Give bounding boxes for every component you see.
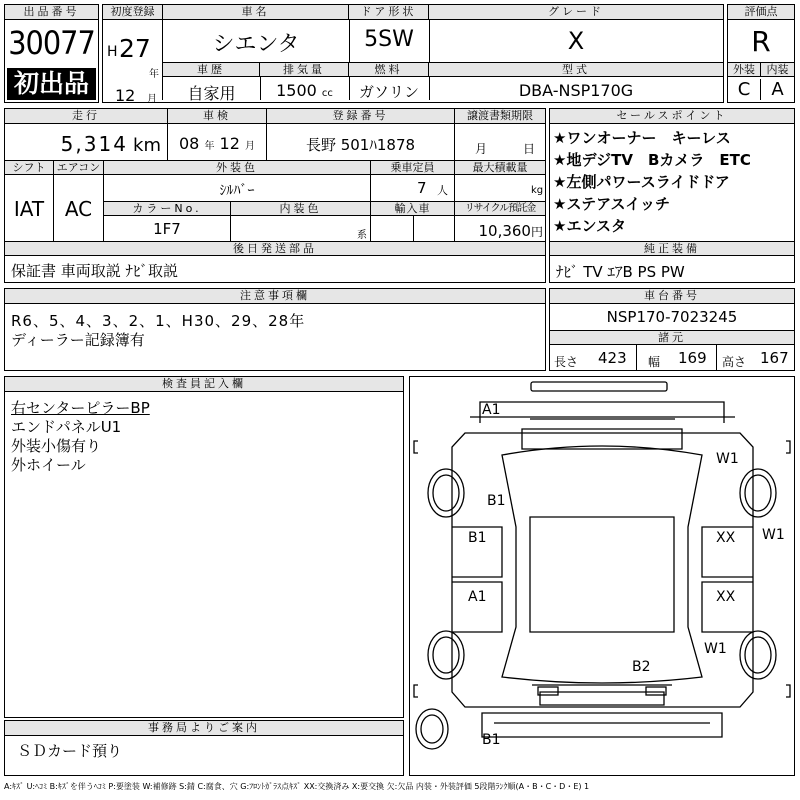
import-divider bbox=[413, 216, 414, 241]
specs-divider bbox=[716, 345, 717, 370]
office-label: 事務局よりご案内 bbox=[5, 721, 403, 736]
lot-number: 30077 bbox=[8, 24, 95, 62]
shift: IAT bbox=[5, 175, 54, 241]
mark-xx-right-door: XX bbox=[716, 530, 736, 546]
top-grid bbox=[102, 4, 724, 103]
sales-point-item: ★左側パワースライドドア bbox=[553, 173, 730, 191]
notes-box bbox=[4, 288, 546, 371]
body-outline bbox=[452, 433, 753, 707]
inspector-line: 外ホイール bbox=[11, 456, 86, 474]
color-no-label: カラーNo. bbox=[104, 201, 231, 216]
interior-label: 内装 bbox=[761, 62, 794, 77]
mark-b2-rear: B2 bbox=[632, 659, 651, 675]
ac-label: エアコン bbox=[54, 160, 104, 175]
rear-right-wheel-inner bbox=[745, 637, 771, 673]
cc-unit: cc bbox=[321, 88, 333, 99]
car-diagram-svg bbox=[410, 377, 794, 775]
length-label: 長さ bbox=[554, 355, 579, 369]
insp-month-unit: 月 bbox=[245, 141, 255, 152]
reg-year: 27 bbox=[119, 34, 151, 63]
capacity bbox=[371, 175, 455, 201]
first-listing-badge: 初出品 bbox=[7, 68, 96, 100]
reg-month-unit: 月 bbox=[147, 94, 157, 105]
mark-w1-rear-right: W1 bbox=[704, 641, 727, 657]
height-label: 高さ bbox=[722, 355, 747, 369]
color-no: 1F7 bbox=[104, 216, 231, 241]
mark-b1-left: B1 bbox=[487, 493, 506, 509]
inspector-line: 右センターピラーBP bbox=[11, 399, 150, 417]
sales-points-box bbox=[549, 108, 795, 283]
transfer-month: 月 bbox=[475, 142, 488, 156]
first-reg-cell bbox=[103, 20, 163, 105]
shift-label: シフト bbox=[5, 160, 54, 175]
equipment-text: ﾅﾋﾞ TV ｴｱB PS PW bbox=[556, 263, 685, 281]
transfer-label: 譲渡書類期限 bbox=[455, 109, 545, 124]
reg-month: 12 bbox=[115, 86, 136, 105]
load bbox=[455, 175, 545, 201]
mileage-value: 5,314 bbox=[60, 132, 128, 156]
capacity-unit: 人 bbox=[437, 184, 448, 197]
door-type: 5SW bbox=[364, 27, 414, 52]
inspection bbox=[168, 124, 267, 160]
import-label: 輸入車 bbox=[371, 201, 455, 216]
grade-label: グレード bbox=[429, 5, 723, 20]
displacement-label: 排気量 bbox=[260, 62, 349, 77]
era: H bbox=[107, 44, 118, 60]
front-outline bbox=[480, 402, 724, 423]
recycle-value: 10,360 bbox=[478, 222, 531, 240]
rear-left-wheel-inner bbox=[433, 637, 459, 673]
divider bbox=[349, 20, 350, 62]
history-label: 車歴 bbox=[163, 62, 260, 77]
color: ｼﾙﾊﾞｰ bbox=[104, 175, 371, 201]
mark-a1-left-rear: A1 bbox=[468, 589, 487, 605]
front-bumper-shape bbox=[531, 382, 667, 391]
load-unit: kg bbox=[531, 185, 544, 196]
front-right-wheel-inner bbox=[745, 475, 771, 511]
lot-box bbox=[4, 4, 99, 103]
car-name-label: 車名 bbox=[163, 5, 349, 20]
inspector-notes bbox=[11, 397, 150, 473]
mark-b1-rear-bumper: B1 bbox=[482, 732, 501, 748]
damage-diagram bbox=[409, 376, 795, 776]
color-label: 外装色 bbox=[104, 160, 371, 175]
bracket-right-top bbox=[786, 441, 790, 453]
model-label: 型式 bbox=[429, 62, 723, 77]
exterior-label: 外装 bbox=[728, 62, 761, 77]
first-reg-label: 初度登録 bbox=[103, 5, 163, 20]
sales-point-list bbox=[553, 127, 793, 237]
insp-month: 12 bbox=[219, 134, 240, 153]
inspection-label: 車検 bbox=[168, 109, 267, 124]
sales-point-item: ★エンスタ bbox=[553, 217, 626, 235]
int-color-label: 内装色 bbox=[231, 201, 371, 216]
height-value: 167 bbox=[760, 349, 789, 367]
length-value: 423 bbox=[598, 349, 627, 367]
history: 自家用 bbox=[187, 84, 236, 103]
yen-unit: 円 bbox=[530, 225, 543, 239]
notes-label: 注意事項欄 bbox=[5, 289, 545, 304]
specs-divider bbox=[636, 345, 637, 370]
chassis-box bbox=[549, 288, 795, 371]
spare-wheel-inner bbox=[421, 715, 443, 743]
recycle bbox=[455, 216, 545, 241]
transfer-day: 日 bbox=[523, 142, 536, 156]
interior-score: A bbox=[771, 79, 784, 100]
specs-row bbox=[550, 345, 794, 370]
load-label: 最大積載量 bbox=[455, 160, 545, 175]
ac: AC bbox=[54, 175, 104, 241]
capacity-label: 乗車定員 bbox=[371, 160, 455, 175]
divider bbox=[429, 20, 430, 62]
inspector-box bbox=[4, 376, 404, 718]
divider bbox=[349, 77, 350, 100]
divider bbox=[260, 77, 261, 100]
rear-lamp-right bbox=[646, 687, 666, 695]
mark-xx-right-rear: XX bbox=[716, 589, 736, 605]
model-code: DBA-NSP170G bbox=[518, 81, 634, 100]
shipping-text: 保証書 車両取説 ﾅﾋﾞ取説 bbox=[11, 262, 179, 280]
notes-line: ディーラー記録簿有 bbox=[11, 331, 145, 349]
width-label: 幅 bbox=[648, 355, 661, 369]
door-label: ドア形状 bbox=[349, 5, 429, 20]
mark-w1-right: W1 bbox=[762, 527, 785, 543]
int-color-unit: 系 bbox=[357, 230, 367, 241]
rear-bumper-shape bbox=[482, 713, 722, 737]
rear-lamp-left bbox=[538, 687, 558, 695]
roof-panel bbox=[530, 517, 674, 632]
displacement bbox=[260, 81, 349, 100]
sales-point-item: ★ステアスイッチ bbox=[553, 195, 670, 213]
mark-b1-left-door: B1 bbox=[468, 530, 487, 546]
fuel: ガソリン bbox=[358, 83, 419, 101]
exterior-score: C bbox=[728, 79, 761, 100]
int-color bbox=[231, 216, 371, 241]
km-unit: km bbox=[133, 135, 161, 156]
plate-label: 登録番号 bbox=[267, 109, 455, 124]
specs-label: 諸元 bbox=[550, 330, 794, 345]
shipping-label: 後日発送部品 bbox=[5, 241, 545, 256]
capacity-value: 7 bbox=[417, 179, 427, 197]
chassis-label: 車台番号 bbox=[550, 289, 794, 304]
import bbox=[371, 216, 455, 241]
detail-grid bbox=[4, 108, 546, 283]
office-text: ＳＤカード預り bbox=[17, 742, 123, 760]
inspector-label: 検査員記入欄 bbox=[5, 377, 403, 392]
lot-label: 出品番号 bbox=[5, 5, 98, 20]
inspector-line: 外装小傷有り bbox=[11, 437, 102, 455]
score-box bbox=[727, 4, 795, 103]
mileage bbox=[5, 124, 168, 160]
fuel-label: 燃料 bbox=[349, 62, 429, 77]
mileage-label: 走行 bbox=[5, 109, 168, 124]
transfer-date bbox=[455, 124, 545, 160]
grade: X bbox=[567, 27, 585, 55]
insp-year-unit: 年 bbox=[204, 141, 215, 152]
notes-line: R6、5、4、3、2、1、H30、29、28年 bbox=[11, 312, 306, 330]
equipment-label: 純正装備 bbox=[550, 241, 794, 256]
cabin-outline bbox=[502, 446, 702, 683]
bracket-left-top bbox=[414, 441, 418, 453]
score-label: 評価点 bbox=[728, 5, 794, 20]
sales-point-item: ★ワンオーナー キーレス bbox=[553, 129, 731, 147]
mark-w1-front-right: W1 bbox=[716, 451, 739, 467]
chassis-number: NSP170-7023245 bbox=[606, 308, 738, 326]
bracket-left-bottom bbox=[414, 685, 418, 697]
divider bbox=[429, 77, 430, 100]
plate: 長野 501ﾊ1878 bbox=[267, 124, 455, 160]
car-name: シエンタ bbox=[212, 32, 300, 57]
score: R bbox=[751, 25, 771, 58]
displacement-value: 1500 bbox=[276, 81, 317, 100]
sales-points-label: セールスポイント bbox=[550, 109, 794, 124]
recycle-label: リサイクル預託金 bbox=[455, 201, 545, 216]
inspector-line: エンドパネルU1 bbox=[11, 418, 122, 436]
width-value: 169 bbox=[678, 349, 707, 367]
bracket-right-bottom bbox=[786, 685, 790, 697]
insp-year: 08 bbox=[179, 134, 200, 153]
legend: A:ｷｽﾞ U:ﾍｺﾐ B:ｷｽﾞを伴うﾍｺﾐ P:要塗装 W:補修跡 S:錆 C:腐食、穴 G:ﾌﾛﾝﾄｶﾞﾗｽ点ｷｽﾞ XX:交換済み X:要交換 欠:欠品 内装・外装評価 5段階ﾗﾝｸ順(A・B・C・D・E) 1 bbox=[4, 782, 590, 791]
office-box bbox=[4, 720, 404, 776]
front-left-wheel-inner bbox=[433, 475, 459, 511]
reg-year-unit: 年 bbox=[149, 69, 159, 80]
mark-a1-front: A1 bbox=[482, 402, 501, 418]
sales-point-item: ★地デジTV Bカメラ ETC bbox=[553, 151, 751, 169]
